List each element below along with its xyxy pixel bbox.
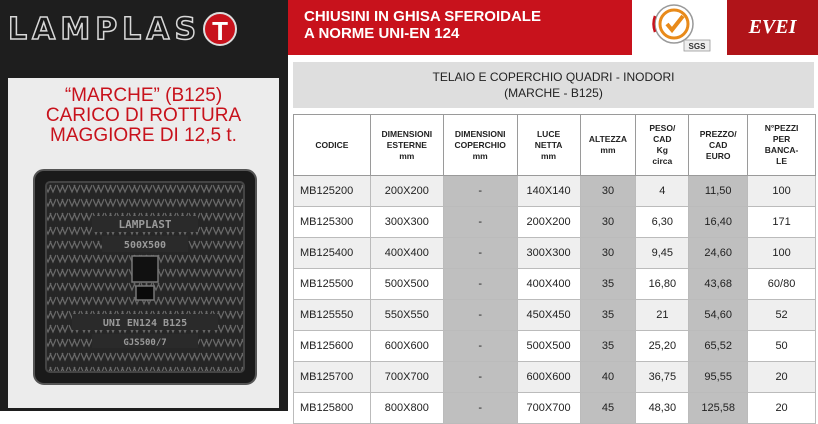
column-header-line: CAD — [708, 139, 728, 150]
manhole-cover-image — [32, 168, 258, 386]
column-header-line: BANCA- — [764, 145, 799, 155]
table-title-line: (MARCHE - B125) — [504, 86, 603, 100]
table-row — [294, 238, 816, 269]
table-cell: 171 — [748, 207, 816, 238]
column-header-line: mm — [541, 150, 557, 161]
table-cell: 25,20 — [636, 331, 689, 362]
table-cell: 9,45 — [636, 238, 689, 269]
table-cell: - — [443, 362, 517, 393]
cover-material-text: GJS500/7 — [123, 338, 167, 348]
product-title-line: MAGGIORE DI 12,5 t. — [50, 125, 237, 146]
table-cell: MB125600 — [294, 331, 371, 362]
table-cell: - — [443, 207, 517, 238]
cert-label: SGS — [688, 42, 706, 51]
table-cell: 125,58 — [689, 393, 748, 424]
table-cell: MB125800 — [294, 393, 371, 424]
column-header — [580, 115, 636, 176]
column-header — [689, 115, 748, 176]
column-header-line: NETTA — [534, 139, 563, 150]
table-cell: 24,60 — [689, 238, 748, 269]
table-cell: 30 — [580, 176, 636, 207]
title-banner — [288, 0, 632, 55]
table-cell: 54,60 — [689, 300, 748, 331]
price-table — [293, 114, 816, 424]
logo-text: LAMPLAS — [8, 11, 202, 47]
table-cell: 30 — [580, 238, 636, 269]
table-cell: - — [443, 269, 517, 300]
table-cell: 35 — [580, 269, 636, 300]
table-row — [294, 300, 816, 331]
column-header — [443, 115, 517, 176]
table-cell: 4 — [636, 176, 689, 207]
table-row — [294, 207, 816, 238]
banner-line: CHIUSINI IN GHISA SFEROIDALE — [304, 8, 541, 25]
column-header — [370, 115, 443, 176]
table-cell: 36,75 — [636, 362, 689, 393]
table-cell: MB125700 — [294, 362, 371, 393]
cover-size-text: 500X500 — [123, 240, 167, 251]
cover-norm-text: UNI EN124 B125 — [102, 318, 188, 329]
table-cell: - — [443, 238, 517, 269]
table-row — [294, 331, 816, 362]
table-header-row — [294, 115, 816, 176]
column-header-line: DIMENSIONI — [454, 128, 506, 139]
table-cell: 40 — [580, 362, 636, 393]
table-cell: 20 — [748, 362, 816, 393]
column-header-line: ALTEZZA — [588, 134, 627, 144]
table-cell: 450X450 — [517, 300, 580, 331]
table-cell: 200X200 — [370, 176, 443, 207]
cover-brand-text: LAMPLAST — [118, 218, 172, 231]
column-header-line: EURO — [705, 150, 731, 161]
sgs-certification-icon — [640, 2, 720, 54]
product-title-line: CARICO DI ROTTURA — [45, 105, 242, 126]
table-cell: 700X700 — [370, 362, 443, 393]
table-row — [294, 362, 816, 393]
table-cell: 500X500 — [370, 269, 443, 300]
table-cell: 35 — [580, 300, 636, 331]
table-cell: - — [443, 393, 517, 424]
product-title — [8, 86, 279, 146]
product-title-line: “MARCHE” (B125) — [64, 85, 223, 106]
lamplast-logo — [8, 8, 280, 50]
column-header-line: LUCE — [536, 128, 561, 139]
table-row — [294, 393, 816, 424]
table-row — [294, 176, 816, 207]
column-header-line: circa — [652, 156, 673, 166]
table-cell: - — [443, 331, 517, 362]
column-header-line: Kg — [656, 145, 668, 155]
table-cell: 550X550 — [370, 300, 443, 331]
product-panel — [8, 78, 279, 408]
table-cell: 800X800 — [370, 393, 443, 424]
column-header-line: CAD — [653, 134, 672, 144]
column-header-line: PER — [772, 134, 791, 144]
column-header — [294, 115, 371, 176]
table-cell: 400X400 — [517, 269, 580, 300]
table-cell: 11,50 — [689, 176, 748, 207]
table-cell: - — [443, 176, 517, 207]
table-cell: 100 — [748, 238, 816, 269]
table-cell: 52 — [748, 300, 816, 331]
table-cell: 20 — [748, 393, 816, 424]
table-cell: 95,55 — [689, 362, 748, 393]
column-header-line: CODICE — [315, 139, 349, 150]
table-cell: 500X500 — [517, 331, 580, 362]
brand-logo — [727, 0, 818, 55]
column-header-line: PREZZO/ — [699, 128, 737, 139]
table-cell: 300X300 — [517, 238, 580, 269]
table-cell: MB125500 — [294, 269, 371, 300]
column-header-line: mm — [399, 150, 415, 161]
table-row — [294, 269, 816, 300]
column-header-line: N°PEZZI — [764, 123, 799, 133]
table-cell: MB125550 — [294, 300, 371, 331]
column-header — [517, 115, 580, 176]
column-header-line: mm — [600, 145, 616, 155]
table-cell: MB125200 — [294, 176, 371, 207]
table-cell: 60/80 — [748, 269, 816, 300]
table-cell: 45 — [580, 393, 636, 424]
table-cell: 600X600 — [370, 331, 443, 362]
brand-name: EVEI — [748, 16, 797, 38]
table-cell: 16,80 — [636, 269, 689, 300]
table-cell: 50 — [748, 331, 816, 362]
table-cell: 600X600 — [517, 362, 580, 393]
table-cell: 6,30 — [636, 207, 689, 238]
column-header — [636, 115, 689, 176]
banner-line: A NORME UNI-EN 124 — [304, 25, 460, 42]
table-cell: 200X200 — [517, 207, 580, 238]
table-cell: 21 — [636, 300, 689, 331]
column-header-line: LE — [776, 156, 787, 166]
table-cell: 30 — [580, 207, 636, 238]
column-header-line: ESTERNE — [386, 139, 427, 150]
table-cell: 65,52 — [689, 331, 748, 362]
table-cell: - — [443, 300, 517, 331]
column-header-line: DIMENSIONI — [381, 128, 433, 139]
column-header-line: PESO/ — [649, 123, 676, 133]
table-cell: 16,40 — [689, 207, 748, 238]
table-cell: 700X700 — [517, 393, 580, 424]
column-header — [748, 115, 816, 176]
banner-title — [304, 8, 541, 42]
logo-letter-badge: T — [203, 12, 237, 46]
table-cell: 43,68 — [689, 269, 748, 300]
table-title — [293, 62, 814, 108]
table-title-line: TELAIO E COPERCHIO QUADRI - INODORI — [432, 70, 675, 84]
table-cell: 140X140 — [517, 176, 580, 207]
table-cell: 400X400 — [370, 238, 443, 269]
column-header-line: COPERCHIO — [454, 139, 506, 150]
table-cell: 300X300 — [370, 207, 443, 238]
table-cell: MB125400 — [294, 238, 371, 269]
table-cell: 100 — [748, 176, 816, 207]
table-cell: 35 — [580, 331, 636, 362]
table-cell: 48,30 — [636, 393, 689, 424]
column-header-line: mm — [472, 150, 488, 161]
table-cell: MB125300 — [294, 207, 371, 238]
